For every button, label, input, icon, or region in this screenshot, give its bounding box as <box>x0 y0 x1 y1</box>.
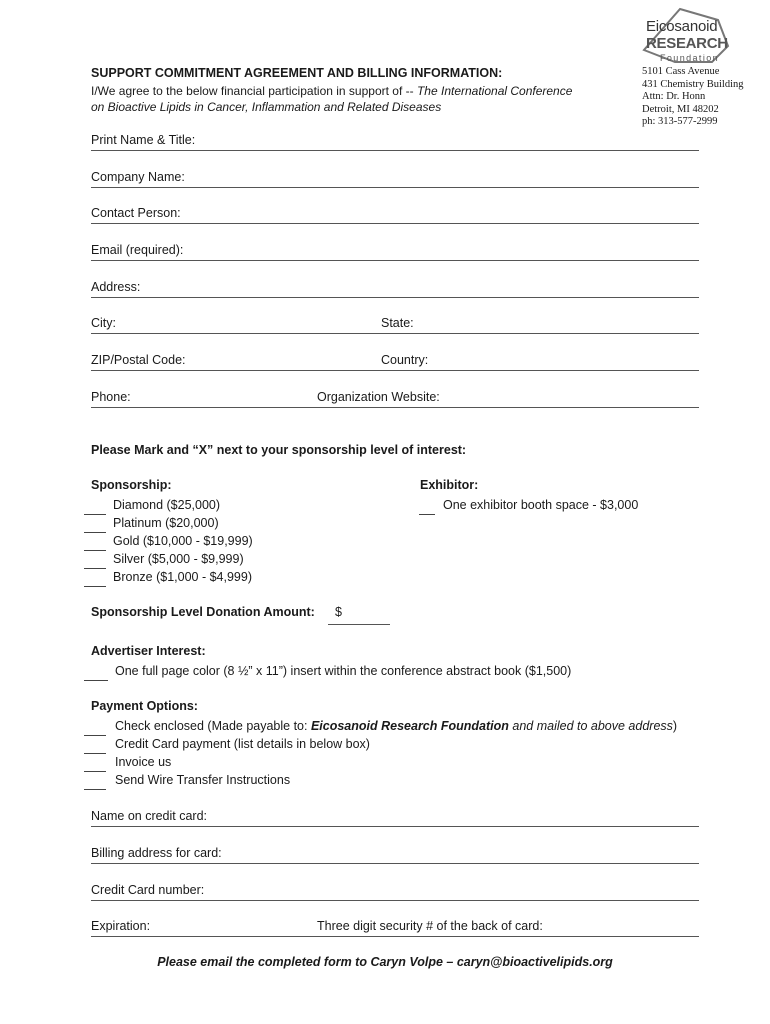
billing-address-label: Billing address for card: <box>91 846 222 860</box>
intro-text: I/We agree to the below financial participation in support of -- <box>91 84 417 98</box>
sponsorship-silver-label: Silver ($5,000 - $9,999) <box>113 552 244 566</box>
company-name-label: Company Name: <box>91 170 185 184</box>
print-name-field[interactable] <box>91 132 699 151</box>
billing-address-field[interactable] <box>91 845 699 864</box>
phone-label: Phone: <box>91 390 131 404</box>
payment-invoice-checkbox[interactable] <box>84 770 106 772</box>
expiration-label: Expiration: <box>91 919 151 933</box>
payment-check-text: Check enclosed (Made payable to: <box>115 719 311 733</box>
logo-text-line3: Foundation <box>660 53 720 63</box>
country-label: Country: <box>381 353 429 367</box>
state-label: State: <box>381 316 414 330</box>
payment-check-checkbox[interactable] <box>84 734 106 736</box>
advertiser-heading: Advertiser Interest: <box>91 644 206 658</box>
print-name-label: Print Name & Title: <box>91 133 196 147</box>
advertiser-insert-label: One full page color (8 ½” x 11”) insert within the conference abstract book ($1,500) <box>115 664 572 678</box>
form-intro <box>91 83 581 115</box>
sponsorship-silver-checkbox[interactable] <box>84 567 106 569</box>
phone-website-field[interactable] <box>91 389 699 408</box>
contact-person-field[interactable] <box>91 205 699 224</box>
payment-credit-card-label: Credit Card payment (list details in below box) <box>115 737 370 751</box>
zip-country-field[interactable] <box>91 352 699 371</box>
sponsorship-platinum-label: Platinum ($20,000) <box>113 516 219 530</box>
payment-check-label <box>115 719 677 733</box>
payment-heading: Payment Options: <box>91 699 198 713</box>
address-line: 431 Chemistry Building <box>642 78 744 90</box>
email-label: Email (required): <box>91 243 184 257</box>
exhibitor-heading: Exhibitor: <box>420 478 479 492</box>
company-name-field[interactable] <box>91 169 699 188</box>
payment-wire-label: Send Wire Transfer Instructions <box>115 773 291 787</box>
sponsorship-instruction: Please Mark and “X” next to your sponsorship level of interest: <box>91 443 467 457</box>
foundation-logo <box>620 6 735 66</box>
logo-text-line1: Eicosanoid <box>646 18 718 35</box>
payment-credit-card-checkbox[interactable] <box>84 752 106 754</box>
security-code-label: Three digit security # of the back of card: <box>317 919 543 933</box>
sponsorship-gold-checkbox[interactable] <box>84 549 106 551</box>
sponsorship-platinum-checkbox[interactable] <box>84 531 106 533</box>
sponsorship-bronze-label: Bronze ($1,000 - $4,999) <box>113 570 252 584</box>
payment-payee: Eicosanoid Research Foundation <box>310 719 509 733</box>
contact-person-label: Contact Person: <box>91 206 181 220</box>
exhibitor-booth-checkbox[interactable] <box>419 513 435 515</box>
sponsorship-heading: Sponsorship: <box>91 478 172 492</box>
address-line: Attn: Dr. Honn <box>642 91 706 103</box>
footer-instruction: Please email the completed form to Caryn Volpe – caryn@bioactivelipids.org <box>157 955 613 969</box>
donation-amount-label: Sponsorship Level Donation Amount: <box>91 605 315 619</box>
exhibitor-booth-label: One exhibitor booth space - $3,000 <box>443 498 639 512</box>
sponsorship-diamond-checkbox[interactable] <box>84 513 106 515</box>
city-label: City: <box>91 316 116 330</box>
logo-text-line2: RESEARCH <box>646 35 728 52</box>
payment-check-suffix: and mailed to above address <box>508 719 673 733</box>
donation-amount-input[interactable] <box>328 605 390 625</box>
payment-invoice-label: Invoice us <box>115 755 172 769</box>
address-line: ph: 313-577-2999 <box>642 116 718 128</box>
payment-check-close: ) <box>672 719 678 733</box>
card-number-field[interactable] <box>91 882 699 901</box>
payment-wire-checkbox[interactable] <box>84 788 106 790</box>
expiration-security-field[interactable] <box>91 918 699 937</box>
mailing-address <box>642 66 744 129</box>
email-field[interactable] <box>91 242 699 261</box>
address-line: Detroit, MI 48202 <box>642 103 719 115</box>
conference-name-part2: on Bioactive Lipids in Cancer, Inflammation and Related Diseases <box>91 100 442 114</box>
zip-label: ZIP/Postal Code: <box>91 353 186 367</box>
address-field[interactable] <box>91 279 699 298</box>
card-number-label: Credit Card number: <box>91 883 205 897</box>
form-title: SUPPORT COMMITMENT AGREEMENT AND BILLING INFORMATION: <box>91 66 503 80</box>
currency-symbol: $ <box>335 605 342 619</box>
address-label: Address: <box>91 280 141 294</box>
advertiser-insert-checkbox[interactable] <box>84 679 108 681</box>
card-name-label: Name on credit card: <box>91 809 208 823</box>
sponsorship-diamond-label: Diamond ($25,000) <box>113 498 221 512</box>
conference-name-part1: The International Conference <box>416 84 573 98</box>
address-line: 5101 Cass Avenue <box>642 66 720 77</box>
sponsorship-bronze-checkbox[interactable] <box>84 585 106 587</box>
card-name-field[interactable] <box>91 808 699 827</box>
city-state-field[interactable] <box>91 315 699 334</box>
website-label: Organization Website: <box>317 390 440 404</box>
sponsorship-gold-label: Gold ($10,000 - $19,999) <box>113 534 253 548</box>
